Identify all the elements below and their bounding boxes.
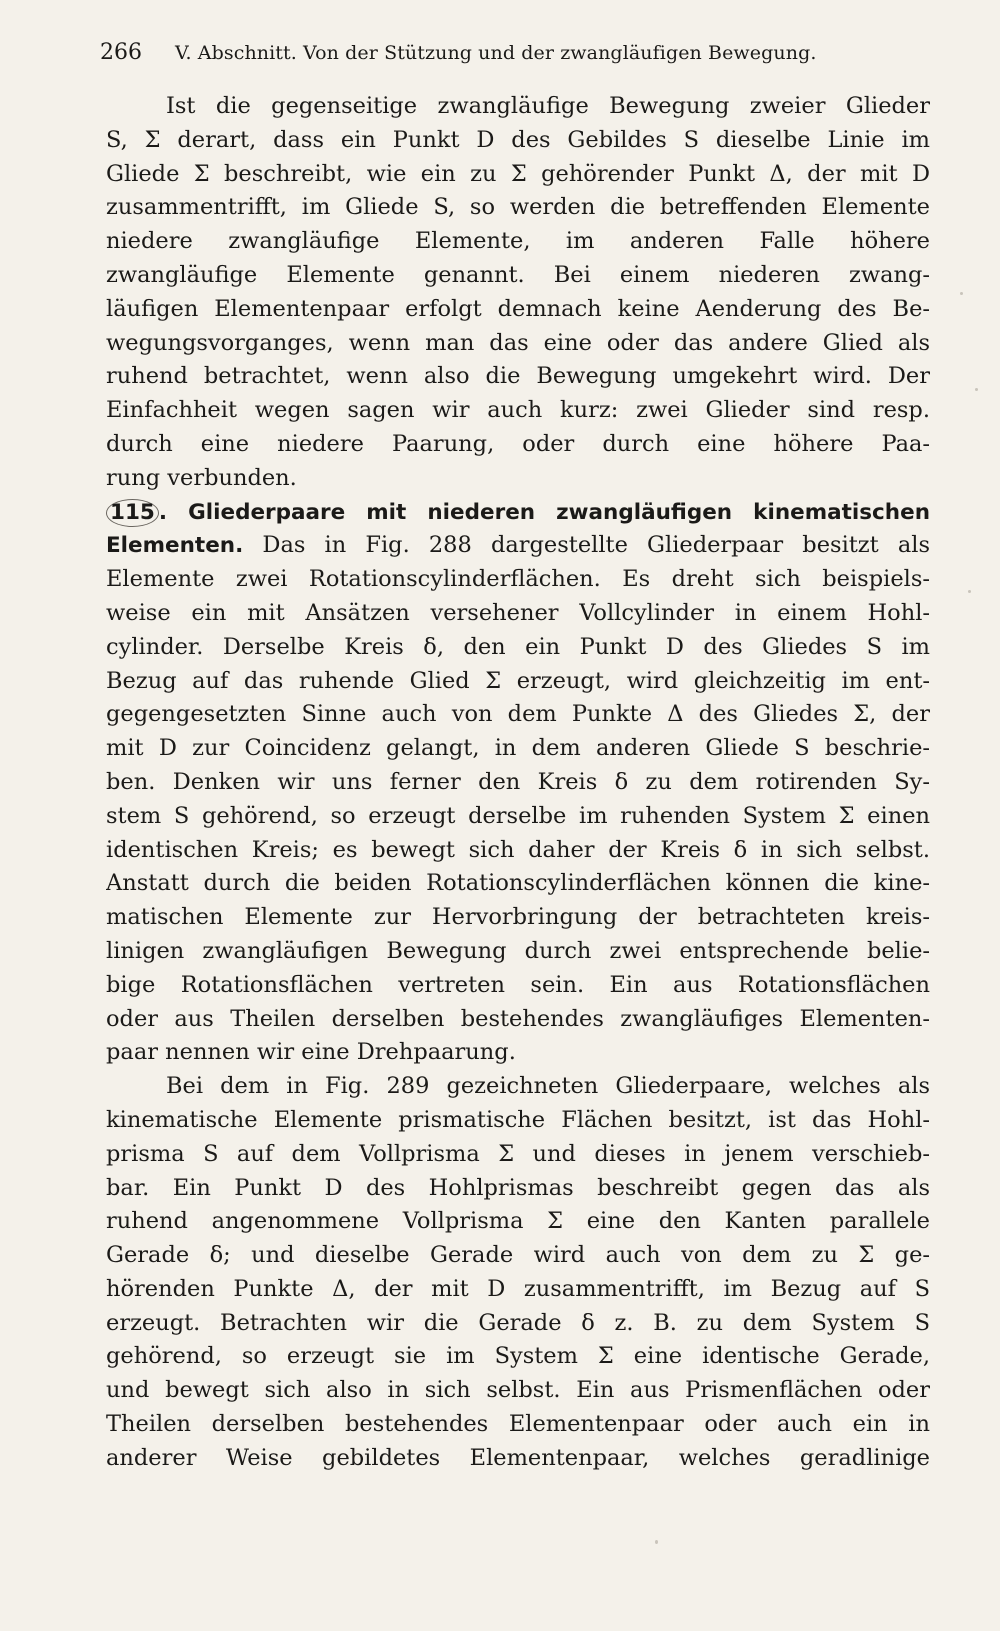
scan-speck	[655, 1540, 658, 1544]
body-text	[106, 90, 930, 1476]
text-line	[106, 529, 930, 563]
text-line: linigen zwangläufigen Bewegung durch zwei entsprechende belie-	[106, 937, 930, 964]
text-line: Bezug auf das ruhende Glied Σ erzeugt, wird gleichzeitig im ent-	[106, 667, 930, 694]
section-heading-continuation: Elementen.	[106, 533, 244, 559]
text-line: mit D zur Coincidenz gelangt, in dem anderen Gliede S beschrie-	[106, 735, 930, 762]
text-line: Anstatt durch die beiden Rotationscylinderflächen können die kine-	[106, 870, 930, 897]
text-line: rung verbunden.	[106, 464, 297, 491]
text-line: ruhend betrachtet, wenn also die Bewegung umgekehrt wird. Der	[106, 363, 930, 390]
text-line: S, Σ derart, dass ein Punkt D des Gebildes S dieselbe Linie im	[106, 126, 930, 153]
text-line: paar nennen wir eine Drehpaarung.	[106, 1039, 516, 1066]
text-line: bige Rotationsflächen vertreten sein. Ein aus Rotationsflächen	[106, 971, 930, 998]
scan-speck	[975, 388, 978, 391]
text-line: identischen Kreis; es bewegt sich daher der Kreis δ in sich selbst.	[106, 836, 930, 863]
text-line: Einfachheit wegen sagen wir auch kurz: zwei Glieder sind resp.	[106, 397, 930, 424]
text-line: hörenden Punkte Δ, der mit D zusammentrifft, im Bezug auf S	[106, 1275, 930, 1302]
text-line: zusammentrifft, im Gliede S, so werden die betreffenden Elemente	[106, 194, 930, 221]
text-line: ben. Denken wir uns ferner den Kreis δ zu dem rotirenden Sy-	[106, 768, 930, 795]
section-line-rest: Das in Fig. 288 dargestellte Gliederpaar besitzt als	[243, 532, 930, 559]
page-header	[100, 38, 900, 68]
page-number: 266	[100, 40, 142, 65]
scan-speck	[968, 590, 971, 593]
text-line: Elemente zwei Rotationscylinderflächen. Es dreht sich beispiels-	[106, 566, 930, 593]
text-line: ruhend angenommene Vollprisma Σ eine den Kanten parallele	[106, 1208, 930, 1235]
text-line: Bei dem in Fig. 289 gezeichneten Gliederpaare, welches als	[166, 1073, 930, 1100]
text-line: gegengesetzten Sinne auch von dem Punkte Δ des Gliedes Σ, der	[106, 701, 930, 728]
scan-speck	[960, 292, 963, 295]
text-line: erzeugt. Betrachten wir die Gerade δ z. B. zu dem System S	[106, 1309, 930, 1336]
text-line: weise ein mit Ansätzen versehener Vollcylinder in einem Hohl-	[106, 599, 930, 626]
section-heading-text: . Gliederpaare mit niederen zwangläufigen kinematischen	[158, 499, 930, 525]
text-line: cylinder. Derselbe Kreis δ, den ein Punkt D des Gliedes S im	[106, 633, 930, 660]
text-line: Gliede Σ beschreibt, wie ein zu Σ gehörender Punkt Δ, der mit D	[106, 160, 930, 187]
text-line: zwangläufige Elemente genannt. Bei einem niederen zwang-	[106, 261, 930, 288]
text-line: stem S gehörend, so erzeugt derselbe im ruhenden System Σ einen	[106, 802, 930, 829]
text-line: Ist die gegenseitige zwangläufige Bewegung zweier Glieder	[166, 93, 930, 119]
text-line: gehörend, so erzeugt sie im System Σ eine identische Gerade,	[106, 1343, 930, 1370]
text-line: oder aus Theilen derselben bestehendes zwangläufiges Elementen-	[106, 1005, 930, 1032]
text-line: anderer Weise gebildetes Elementenpaar, welches geradlinige	[106, 1444, 930, 1471]
text-line: und bewegt sich also in sich selbst. Ein aus Prismenflächen oder	[106, 1377, 930, 1404]
text-line: kinematische Elemente prismatische Flächen besitzt, ist das Hohl-	[106, 1106, 930, 1133]
text-line: Gerade δ; und dieselbe Gerade wird auch von dem zu Σ ge-	[106, 1242, 930, 1269]
text-line: bar. Ein Punkt D des Hohlprismas beschreibt gegen das als	[106, 1174, 930, 1201]
section-number: 115	[106, 499, 159, 527]
text-line: wegungsvorganges, wenn man das eine oder das andere Glied als	[106, 329, 930, 356]
text-line: durch eine niedere Paarung, oder durch eine höhere Paa-	[106, 430, 930, 457]
text-line: läufigen Elementenpaar erfolgt demnach keine Aenderung des Be-	[106, 295, 930, 322]
section-heading	[106, 496, 930, 530]
text-line: niedere zwangläufige Elemente, im anderen Falle höhere	[106, 228, 930, 255]
running-head: V. Abschnitt. Von der Stützung und der zwangläufigen Bewegung.	[175, 42, 817, 64]
text-line: prisma S auf dem Vollprisma Σ und dieses in jenem verschieb-	[106, 1140, 930, 1167]
text-line: matischen Elemente zur Hervorbringung der betrachteten kreis-	[106, 904, 930, 931]
text-line: Theilen derselben bestehendes Elementenpaar oder auch ein in	[106, 1411, 930, 1438]
